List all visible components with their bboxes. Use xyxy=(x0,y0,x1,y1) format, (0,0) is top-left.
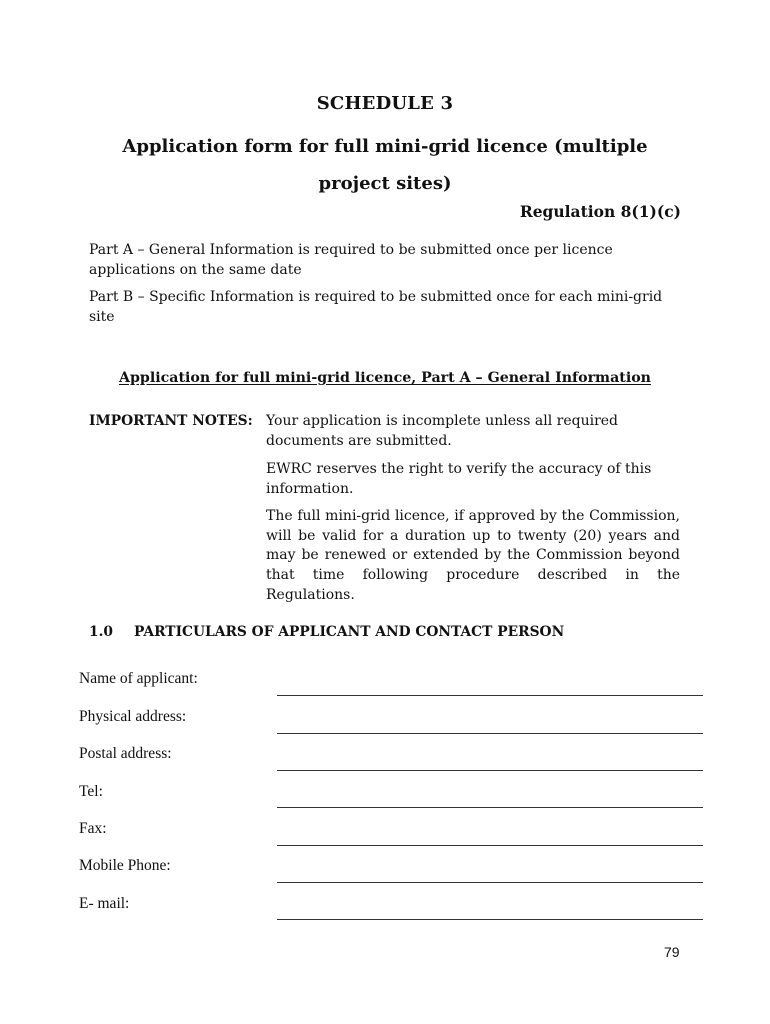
field-label-name: Name of applicant: xyxy=(79,670,198,687)
field-label-mobile: Mobile Phone: xyxy=(79,857,171,874)
field-label-email: E- mail: xyxy=(79,895,130,912)
field-input-fax[interactable] xyxy=(277,845,703,846)
schedule-title: SCHEDULE 3 xyxy=(316,93,454,114)
field-input-tel[interactable] xyxy=(277,807,703,808)
field-label-tel: Tel: xyxy=(79,783,103,800)
regulation-reference: Regulation 8(1)(c) xyxy=(519,202,681,221)
page-number: 79 xyxy=(664,944,680,960)
field-input-physical-address[interactable] xyxy=(277,733,703,734)
field-label-postal-address: Postal address: xyxy=(79,745,172,762)
field-input-name[interactable] xyxy=(277,695,703,696)
note-verify: EWRC reserves the right to verify the accuracy of this information. xyxy=(266,461,652,497)
section-number: 1.0 xyxy=(89,624,114,640)
field-input-postal-address[interactable] xyxy=(277,770,703,771)
intro-part-b: Part B – Specific Information is required to be submitted once for each mini-grid site xyxy=(89,289,663,325)
field-input-email[interactable] xyxy=(277,919,703,920)
field-label-physical-address: Physical address: xyxy=(79,708,187,725)
field-input-mobile[interactable] xyxy=(277,882,703,883)
section-heading: PARTICULARS OF APPLICANT AND CONTACT PERSON xyxy=(134,624,565,640)
important-notes-label: IMPORTANT NOTES: xyxy=(89,413,253,429)
note-incomplete: Your application is incomplete unless all required documents are submitted. xyxy=(266,413,619,449)
intro-part-a: Part A – General Information is required to be submitted once per licence applications on the same date xyxy=(89,242,613,278)
section-a-title: Application for full mini-grid licence, Part A – General Information xyxy=(118,370,651,386)
note-validity: The full mini-grid licence, if approved by the Commission, will be valid for a duration up to twenty (20) years and may be renewed or extended by the Commission beyond that time following procedure described in the Regulations. xyxy=(266,508,680,603)
field-label-fax: Fax: xyxy=(79,820,107,837)
form-title: Application form for full mini-grid licence (multiple project sites) xyxy=(122,136,648,194)
